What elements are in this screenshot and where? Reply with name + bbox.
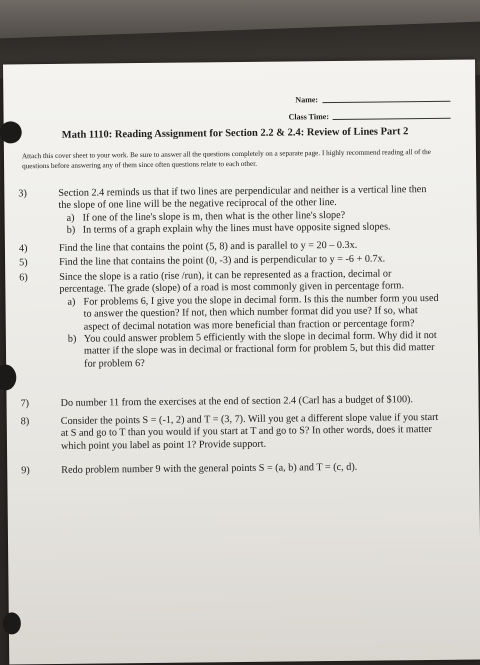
question-text: Do number 11 from the exercises at the end of section 2.4 (Carl has a budget of $100). — [60, 394, 414, 409]
question-text: Find the line that contains the point (0, -3) and is perpendicular to y = -6 + 0.7x. — [59, 253, 386, 268]
subquestion-text: If one of the line's slope is m, then what is the other line's slope? — [82, 209, 346, 224]
subquestion-label: b) — [67, 333, 77, 345]
question-9 — [21, 461, 441, 478]
question-number: 3) — [18, 188, 27, 200]
class-time-field — [289, 111, 451, 122]
question-3 — [18, 184, 438, 238]
question-8 — [21, 412, 441, 454]
punch-hole — [0, 121, 22, 143]
punch-hole — [3, 612, 21, 634]
question-number: 6) — [19, 272, 28, 284]
subquestion-label: a) — [66, 212, 75, 224]
instructions: Attach this cover sheet to your work. Be sure to answer all the questions completely on a separate page. I highly recommend reading all of the questions before answering any of them since often questions relate to each other. — [21, 147, 431, 170]
question-5 — [19, 253, 439, 270]
question-number: 4) — [18, 243, 28, 255]
subquestion-6a — [67, 293, 439, 334]
class-time-underline — [333, 118, 451, 120]
question-number: 9) — [21, 465, 30, 477]
subquestion-label: a) — [67, 296, 76, 308]
punch-hole — [0, 364, 16, 390]
subquestion-3b — [67, 221, 439, 237]
question-text: Section 2.4 reminds us that if two lines are perpendicular and neither is a vertical line then the slope of one line will be the negative reciprocal of the other line. — [58, 184, 427, 212]
worksheet-page — [3, 60, 480, 665]
question-text: Find the line that contains the point (5, 8) and is parallel to y = 20 – 0.3x. — [58, 239, 358, 254]
question-text: Consider the points S = (-1, 2) and T = (3, 7). Will you get a different slope value if you start at S and go to T than you would if you start at T and go to S? In other words, does it matter which point you label as point 1? Provide support. — [60, 411, 439, 452]
name-label: Name: — [295, 95, 319, 105]
class-time-label: Class Time: — [288, 112, 329, 122]
name-underline — [322, 101, 450, 103]
question-7 — [21, 394, 441, 411]
subquestion-text: For problems 6, I give you the slope in decimal form. Is this the number form you used to answer the question? If not, then which number format did you use? If so, what aspect of decimal notation was more beneficial than fraction or percentage form? — [83, 292, 439, 333]
subquestion-text: In terms of a graph explain why the lines must have opposite signed slopes. — [82, 221, 391, 236]
name-field — [295, 94, 450, 105]
subquestion-6b — [68, 330, 440, 371]
question-number: 7) — [20, 398, 30, 410]
page-title: Math 1110: Reading Assignment for Section 2.2 & 2.4: Review of Lines Part 2 — [61, 126, 409, 141]
subquestion-label: b) — [66, 224, 76, 237]
question-6 — [19, 268, 440, 372]
question-text: Redo problem number 9 with the general points S = (a, b) and T = (c, d). — [61, 461, 358, 476]
question-number: 5) — [19, 257, 28, 269]
question-text: Since the slope is a ratio (rise /run), it can be represented as a fraction, decimal or percentage. The grade (slope) of a road is most commonly given in percentage form. — [59, 268, 405, 296]
subquestion-text: You could answer problem 5 efficiently with the slope in decimal form. Why did it not matter if the slope was in decimal or fractional form for problem 5, but this did matter for problem 6? — [83, 329, 437, 370]
question-number: 8) — [20, 416, 30, 428]
